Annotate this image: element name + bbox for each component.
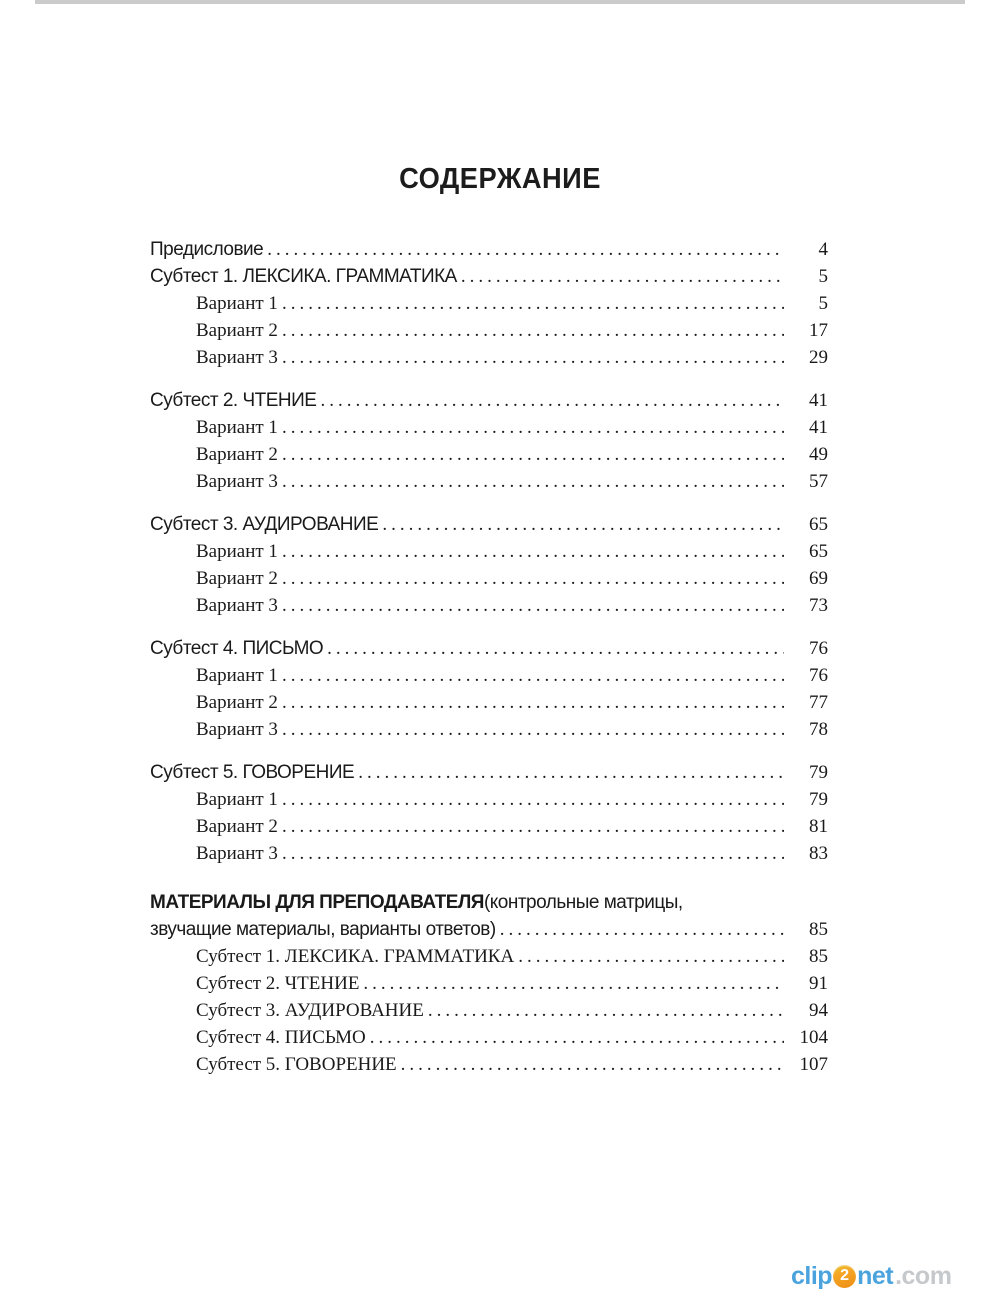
dot-leader [282, 786, 784, 813]
toc-entry [150, 565, 828, 592]
clip2net-logo-icon: 2 [833, 1265, 856, 1288]
materials-title-note: (контрольные матрицы, [483, 892, 683, 913]
toc-entry [150, 317, 828, 344]
toc-entry-page: 4 [818, 239, 828, 260]
toc-entry [150, 290, 828, 317]
toc-entry-page: 5 [818, 293, 828, 314]
dot-leader [282, 840, 784, 867]
toc-entry-page: 81 [809, 816, 828, 837]
toc-entry-page: 65 [809, 514, 828, 535]
materials-title-line1 [150, 889, 828, 916]
toc-entry-label: Субтест 2. ЧТЕНИЕ [196, 973, 360, 994]
dot-leader [518, 943, 784, 970]
watermark-net-text: net [857, 1261, 894, 1290]
toc-group [150, 511, 828, 619]
toc-entry-page: 78 [809, 719, 828, 740]
toc-entry [150, 511, 828, 538]
toc-entry-page: 41 [809, 417, 828, 438]
toc-entry-label: Вариант 1 [196, 665, 278, 686]
toc-entry [150, 635, 828, 662]
materials-line2-label: звучащие материалы, варианты ответов) [150, 919, 496, 940]
dot-leader [327, 635, 784, 662]
toc-entry-label: Вариант 2 [196, 444, 278, 465]
toc-entry-label: Вариант 3 [196, 719, 278, 740]
toc-entry-page: 76 [809, 665, 828, 686]
toc-entry-page: 94 [809, 1000, 828, 1021]
toc-entry-page: 79 [809, 789, 828, 810]
toc-entry-label: Предисловие [150, 239, 264, 260]
toc-entry-label: Вариант 1 [196, 293, 278, 314]
dot-leader [282, 662, 784, 689]
toc-entry-label: Вариант 3 [196, 595, 278, 616]
table-of-contents [150, 236, 828, 1078]
dot-leader [282, 344, 784, 371]
dot-leader [282, 689, 784, 716]
dot-leader [282, 290, 784, 317]
toc-entry-label: Субтест 5. ГОВОРЕНИЕ [150, 762, 355, 783]
dot-leader [428, 997, 784, 1024]
page-title: СОДЕРЖАНИЕ [399, 163, 601, 195]
toc-entry [150, 813, 828, 840]
toc-entry [150, 786, 828, 813]
dot-leader [370, 1024, 784, 1051]
toc-entry [150, 970, 828, 997]
toc-entry-page: 85 [809, 946, 828, 967]
toc-entry [150, 468, 828, 495]
toc-entry-page: 77 [809, 692, 828, 713]
toc-entry [150, 344, 828, 371]
toc-entry-page: 57 [809, 471, 828, 492]
toc-entry [150, 441, 828, 468]
toc-group [150, 759, 828, 867]
toc-entry-label: Вариант 3 [196, 843, 278, 864]
toc-entry-page: 49 [809, 444, 828, 465]
dot-leader [358, 759, 784, 786]
toc-entry [150, 943, 828, 970]
toc-group-materials [150, 889, 828, 1078]
toc-entry [150, 263, 828, 290]
toc-group [150, 236, 828, 371]
toc-entry-page: 17 [809, 320, 828, 341]
toc-entry [150, 236, 828, 263]
dot-leader [282, 813, 784, 840]
clip2net-watermark-link[interactable] [791, 1262, 951, 1290]
watermark-com-text: .com [895, 1261, 952, 1290]
toc-entry-label: Субтест 1. ЛЕКСИКА. ГРАММАТИКА [150, 266, 457, 287]
toc-entry [150, 716, 828, 743]
toc-entry-label: Вариант 2 [196, 692, 278, 713]
toc-entry-page: 41 [809, 390, 828, 411]
toc-entry [150, 759, 828, 786]
toc-entry-page: 79 [809, 762, 828, 783]
toc-entry [150, 662, 828, 689]
toc-entry-page: 76 [809, 638, 828, 659]
dot-leader [401, 1051, 784, 1078]
dot-leader [282, 538, 784, 565]
toc-entry-page: 104 [799, 1027, 828, 1048]
toc-entry-label: Вариант 3 [196, 471, 278, 492]
toc-entry [150, 387, 828, 414]
materials-title-line2 [150, 916, 828, 943]
dot-leader [282, 592, 784, 619]
scan-edge-strip [35, 0, 965, 4]
toc-entry [150, 592, 828, 619]
dot-leader [282, 317, 784, 344]
toc-entry-page: 91 [809, 973, 828, 994]
toc-entry-label: Вариант 2 [196, 816, 278, 837]
toc-entry [150, 689, 828, 716]
toc-entry-page: 5 [818, 266, 828, 287]
toc-entry-label: Субтест 4. ПИСЬМО [150, 638, 324, 659]
toc-entry-label: Вариант 3 [196, 347, 278, 368]
dot-leader [320, 387, 784, 414]
materials-title-bold: МАТЕРИАЛЫ ДЛЯ ПРЕПОДАВАТЕЛЯ [150, 892, 484, 913]
dot-leader [267, 236, 784, 263]
toc-entry-label: Вариант 2 [196, 320, 278, 341]
toc-entry [150, 840, 828, 867]
dot-leader [461, 263, 784, 290]
dot-leader [282, 468, 784, 495]
toc-entry-page: 29 [809, 347, 828, 368]
toc-entry-label: Субтест 5. ГОВОРЕНИЕ [196, 1054, 397, 1075]
toc-entry-label: Вариант 2 [196, 568, 278, 589]
toc-entry-label: Субтест 2. ЧТЕНИЕ [150, 390, 317, 411]
toc-entry [150, 997, 828, 1024]
dot-leader [382, 511, 784, 538]
toc-group [150, 635, 828, 743]
toc-entry [150, 1024, 828, 1051]
toc-entry-page: 83 [809, 843, 828, 864]
toc-entry [150, 538, 828, 565]
toc-entry [150, 414, 828, 441]
toc-entry-label: Вариант 1 [196, 789, 278, 810]
toc-entry [150, 1051, 828, 1078]
dot-leader [500, 916, 784, 943]
toc-entry-label: Вариант 1 [196, 417, 278, 438]
dot-leader [363, 970, 784, 997]
toc-entry-page: 65 [809, 541, 828, 562]
toc-entry-page: 69 [809, 568, 828, 589]
toc-entry-page: 107 [799, 1054, 828, 1075]
toc-entry-page: 85 [809, 919, 828, 940]
toc-group [150, 387, 828, 495]
toc-entry-page: 73 [809, 595, 828, 616]
toc-entry-label: Вариант 1 [196, 541, 278, 562]
toc-entry-label: Субтест 3. АУДИРОВАНИЕ [150, 514, 379, 535]
dot-leader [282, 565, 784, 592]
toc-entry-label: Субтест 4. ПИСЬМО [196, 1027, 366, 1048]
toc-entry-label: Субтест 3. АУДИРОВАНИЕ [196, 1000, 424, 1021]
dot-leader [282, 414, 784, 441]
watermark-clip-text: clip [791, 1261, 833, 1290]
dot-leader [282, 716, 784, 743]
toc-entry-label: Субтест 1. ЛЕКСИКА. ГРАММАТИКА [196, 946, 515, 967]
dot-leader [282, 441, 784, 468]
